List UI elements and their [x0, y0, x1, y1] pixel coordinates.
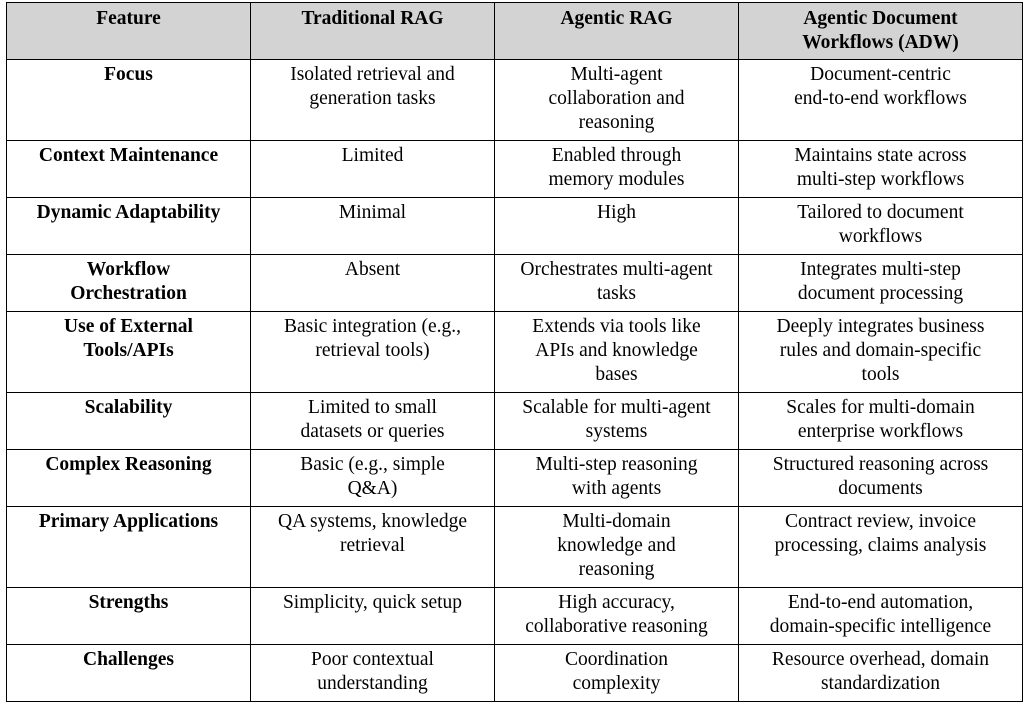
- header-agentic-rag: Agentic RAG: [495, 3, 739, 60]
- cell-adw: End-to-end automation, domain-specific intelligence: [739, 588, 1023, 645]
- header-adw: Agentic Document Workflows (ADW): [739, 3, 1023, 60]
- cell-agentic-rag: Scalable for multi-agent systems: [495, 393, 739, 450]
- row-feature: Complex Reasoning: [7, 450, 251, 507]
- table-row: [7, 507, 1023, 588]
- table-row: [7, 60, 1023, 141]
- cell-adw: Resource overhead, domain standardization: [739, 645, 1023, 702]
- cell-agentic-rag: Enabled through memory modules: [495, 141, 739, 198]
- cell-traditional-rag: Simplicity, quick setup: [251, 588, 495, 645]
- table-row: [7, 312, 1023, 393]
- table-row: [7, 141, 1023, 198]
- row-feature: Workflow Orchestration: [7, 255, 251, 312]
- cell-traditional-rag: Poor contextual understanding: [251, 645, 495, 702]
- cell-traditional-rag: QA systems, knowledge retrieval: [251, 507, 495, 588]
- row-feature: Dynamic Adaptability: [7, 198, 251, 255]
- row-feature: Challenges: [7, 645, 251, 702]
- row-feature: Strengths: [7, 588, 251, 645]
- cell-adw: Structured reasoning across documents: [739, 450, 1023, 507]
- cell-traditional-rag: Basic (e.g., simple Q&A): [251, 450, 495, 507]
- header-traditional-rag: Traditional RAG: [251, 3, 495, 60]
- cell-adw: Tailored to document workflows: [739, 198, 1023, 255]
- cell-agentic-rag: Multi-agent collaboration and reasoning: [495, 60, 739, 141]
- cell-traditional-rag: Limited: [251, 141, 495, 198]
- cell-agentic-rag: Multi-step reasoning with agents: [495, 450, 739, 507]
- table-header: [7, 3, 1023, 60]
- cell-traditional-rag: Isolated retrieval and generation tasks: [251, 60, 495, 141]
- cell-adw: Integrates multi-step document processing: [739, 255, 1023, 312]
- cell-agentic-rag: Multi-domain knowledge and reasoning: [495, 507, 739, 588]
- cell-adw: Deeply integrates business rules and domain-specific tools: [739, 312, 1023, 393]
- comparison-table: [6, 2, 1023, 702]
- row-feature: Scalability: [7, 393, 251, 450]
- cell-traditional-rag: Basic integration (e.g., retrieval tools): [251, 312, 495, 393]
- cell-traditional-rag: Minimal: [251, 198, 495, 255]
- cell-agentic-rag: High accuracy, collaborative reasoning: [495, 588, 739, 645]
- table-row: [7, 255, 1023, 312]
- header-feature: Feature: [7, 3, 251, 60]
- cell-agentic-rag: High: [495, 198, 739, 255]
- cell-traditional-rag: Absent: [251, 255, 495, 312]
- table-row: [7, 645, 1023, 702]
- table-row: [7, 198, 1023, 255]
- header-row: [7, 3, 1023, 60]
- table-body: [7, 60, 1023, 702]
- table-row: [7, 450, 1023, 507]
- row-feature: Primary Applications: [7, 507, 251, 588]
- row-feature: Context Maintenance: [7, 141, 251, 198]
- cell-traditional-rag: Limited to small datasets or queries: [251, 393, 495, 450]
- table-row: [7, 393, 1023, 450]
- cell-agentic-rag: Orchestrates multi-agent tasks: [495, 255, 739, 312]
- cell-adw: Scales for multi-domain enterprise workflows: [739, 393, 1023, 450]
- cell-adw: Contract review, invoice processing, claims analysis: [739, 507, 1023, 588]
- cell-adw: Document-centric end-to-end workflows: [739, 60, 1023, 141]
- row-feature: Focus: [7, 60, 251, 141]
- cell-agentic-rag: Coordination complexity: [495, 645, 739, 702]
- table-row: [7, 588, 1023, 645]
- cell-agentic-rag: Extends via tools like APIs and knowledge bases: [495, 312, 739, 393]
- row-feature: Use of External Tools/APIs: [7, 312, 251, 393]
- cell-adw: Maintains state across multi-step workflows: [739, 141, 1023, 198]
